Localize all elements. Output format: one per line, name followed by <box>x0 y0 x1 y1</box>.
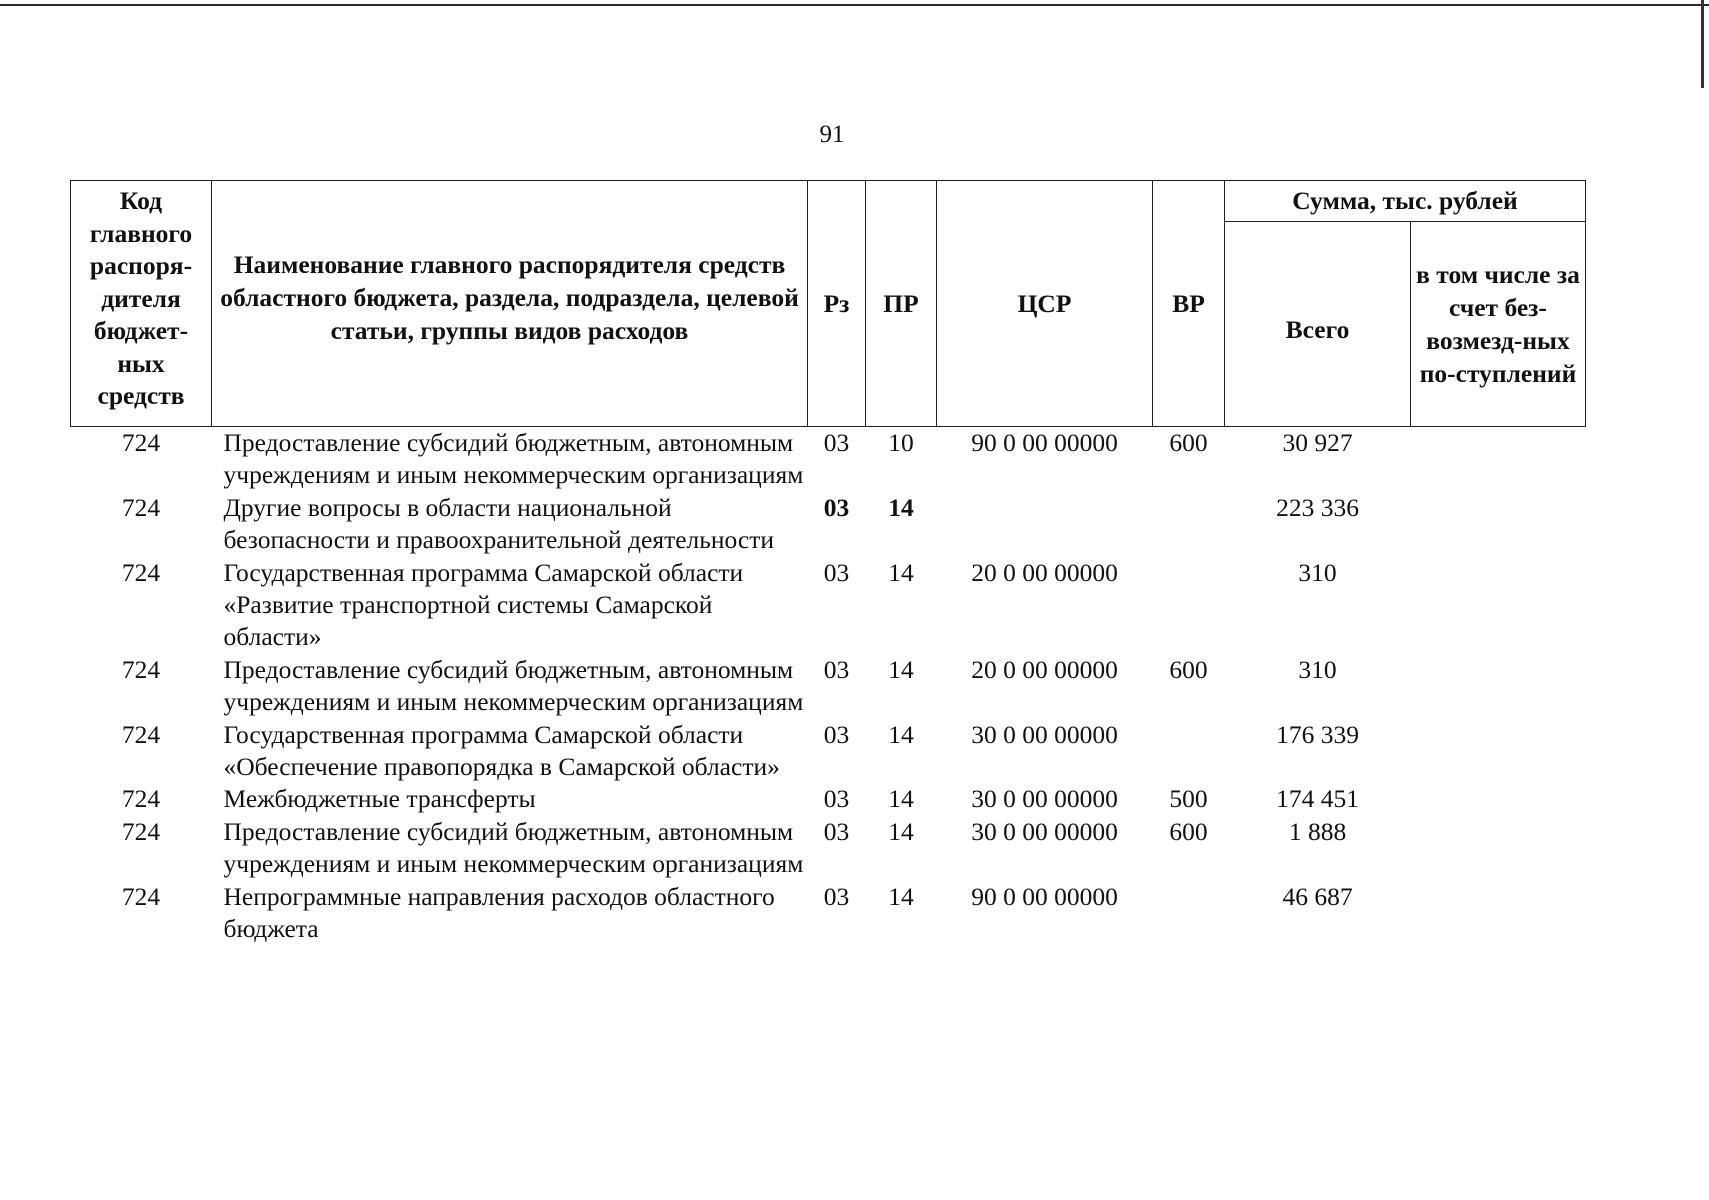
cell-pr: 14 <box>888 784 914 814</box>
cell-vr <box>1153 557 1225 654</box>
header-vr: ВР <box>1153 181 1225 427</box>
budget-table <box>70 180 1586 946</box>
page-number: 91 <box>819 121 845 148</box>
cell-including <box>1411 492 1586 557</box>
cell-name: Межбюджетные трансферты <box>223 784 536 814</box>
cell-total: 30 927 <box>1282 428 1353 457</box>
table-body <box>71 427 1586 946</box>
cell-code: 724 <box>121 492 161 522</box>
cell-csr: 30 0 00 00000 <box>971 816 1118 846</box>
cell-total: 310 <box>1298 557 1337 587</box>
cell-name: Государственная программа Самарской области «Обеспечение правопорядка в Самарской области» <box>223 719 780 782</box>
cell-csr: 90 0 00 00000 <box>971 881 1118 911</box>
cell-including <box>1411 816 1586 881</box>
cell-name: Предоставление субсидий бюджетным, автономным учреждениям и иным некоммерческим организациям <box>223 654 804 717</box>
cell-pr: 14 <box>888 881 914 911</box>
cell-including <box>1411 654 1586 719</box>
cell-csr: 30 0 00 00000 <box>971 784 1118 814</box>
cell-pr: 14 <box>888 719 914 749</box>
cell-total: 46 687 <box>1282 881 1353 911</box>
cell-including <box>1411 881 1586 946</box>
cell-total: 176 339 <box>1276 719 1359 749</box>
cell-total: 1 888 <box>1288 816 1347 846</box>
cell-total: 223 336 <box>1276 492 1359 522</box>
cell-vr <box>1153 719 1225 784</box>
cell-code: 724 <box>121 816 161 846</box>
header-sum: Сумма, тыс. рублей <box>1225 181 1586 222</box>
cell-rz: 03 <box>823 654 850 684</box>
table-header <box>71 181 1586 427</box>
cell-csr: 20 0 00 00000 <box>971 654 1118 684</box>
cell-total: 310 <box>1298 654 1337 684</box>
cell-csr <box>937 492 1153 557</box>
cell-name: Предоставление субсидий бюджетным, автономным учреждениям и иным некоммерческим организациям <box>223 428 804 490</box>
cell-name: Государственная программа Самарской области «Развитие транспортной системы Самарской области» <box>223 557 744 652</box>
table-row <box>71 783 1586 815</box>
cell-csr: 30 0 00 00000 <box>971 719 1118 749</box>
cell-rz: 03 <box>823 557 850 587</box>
cell-pr: 14 <box>888 816 914 846</box>
cell-including <box>1411 719 1586 784</box>
cell-rz: 03 <box>823 881 850 911</box>
header-csr: ЦСР <box>937 181 1153 427</box>
cell-pr: 14 <box>888 492 914 522</box>
cell-rz: 03 <box>823 428 850 457</box>
table-row <box>71 881 1586 946</box>
header-pr: ПР <box>866 181 937 427</box>
header-name: Наименование главного распорядителя средств областного бюджета, раздела, подраздела, целевой статьи, группы видов расходов <box>212 181 808 427</box>
cell-code: 724 <box>121 428 161 457</box>
cell-pr: 14 <box>888 557 914 587</box>
cell-csr: 20 0 00 00000 <box>971 557 1118 587</box>
cell-name: Предоставление субсидий бюджетным, автономным учреждениям и иным некоммерческим организациям <box>223 816 804 879</box>
cell-code: 724 <box>121 719 161 749</box>
table-row <box>71 719 1586 784</box>
cell-vr <box>1153 881 1225 946</box>
table-row <box>71 557 1586 654</box>
cell-vr <box>1153 492 1225 557</box>
cell-code: 724 <box>121 784 161 814</box>
cell-rz: 03 <box>823 816 850 846</box>
header-total: Всего <box>1225 222 1411 427</box>
table-row <box>71 816 1586 881</box>
cell-code: 724 <box>121 654 161 684</box>
cell-code: 724 <box>121 557 161 587</box>
cell-code: 724 <box>121 881 161 911</box>
cell-rz: 03 <box>823 784 850 814</box>
header-rz: Рз <box>808 181 866 427</box>
right-scan-rule <box>1701 0 1704 88</box>
cell-vr: 600 <box>1169 428 1208 457</box>
cell-including <box>1411 427 1586 492</box>
cell-vr: 600 <box>1169 654 1208 684</box>
top-scan-rule <box>0 4 1709 6</box>
cell-rz: 03 <box>823 719 850 749</box>
cell-vr: 600 <box>1169 816 1208 846</box>
cell-including <box>1411 557 1586 654</box>
cell-total: 174 451 <box>1276 784 1359 814</box>
cell-pr: 14 <box>888 654 914 684</box>
table-row <box>71 654 1586 719</box>
header-code: Код главного распоря-дителя бюджет-ных средств <box>71 181 212 427</box>
table-row <box>71 492 1586 557</box>
cell-name: Непрограммные направления расходов областного бюджета <box>223 881 775 944</box>
cell-pr: 10 <box>888 428 914 457</box>
cell-rz: 03 <box>823 492 850 522</box>
cell-including <box>1411 783 1586 815</box>
table-row <box>71 427 1586 492</box>
header-including: в том числе за счет без-возмезд-ных по-ступлений <box>1411 222 1586 427</box>
cell-vr: 500 <box>1169 784 1208 814</box>
cell-name: Другие вопросы в области национальной безопасности и правоохранительной деятельности <box>223 492 775 555</box>
cell-csr: 90 0 00 00000 <box>971 428 1118 457</box>
